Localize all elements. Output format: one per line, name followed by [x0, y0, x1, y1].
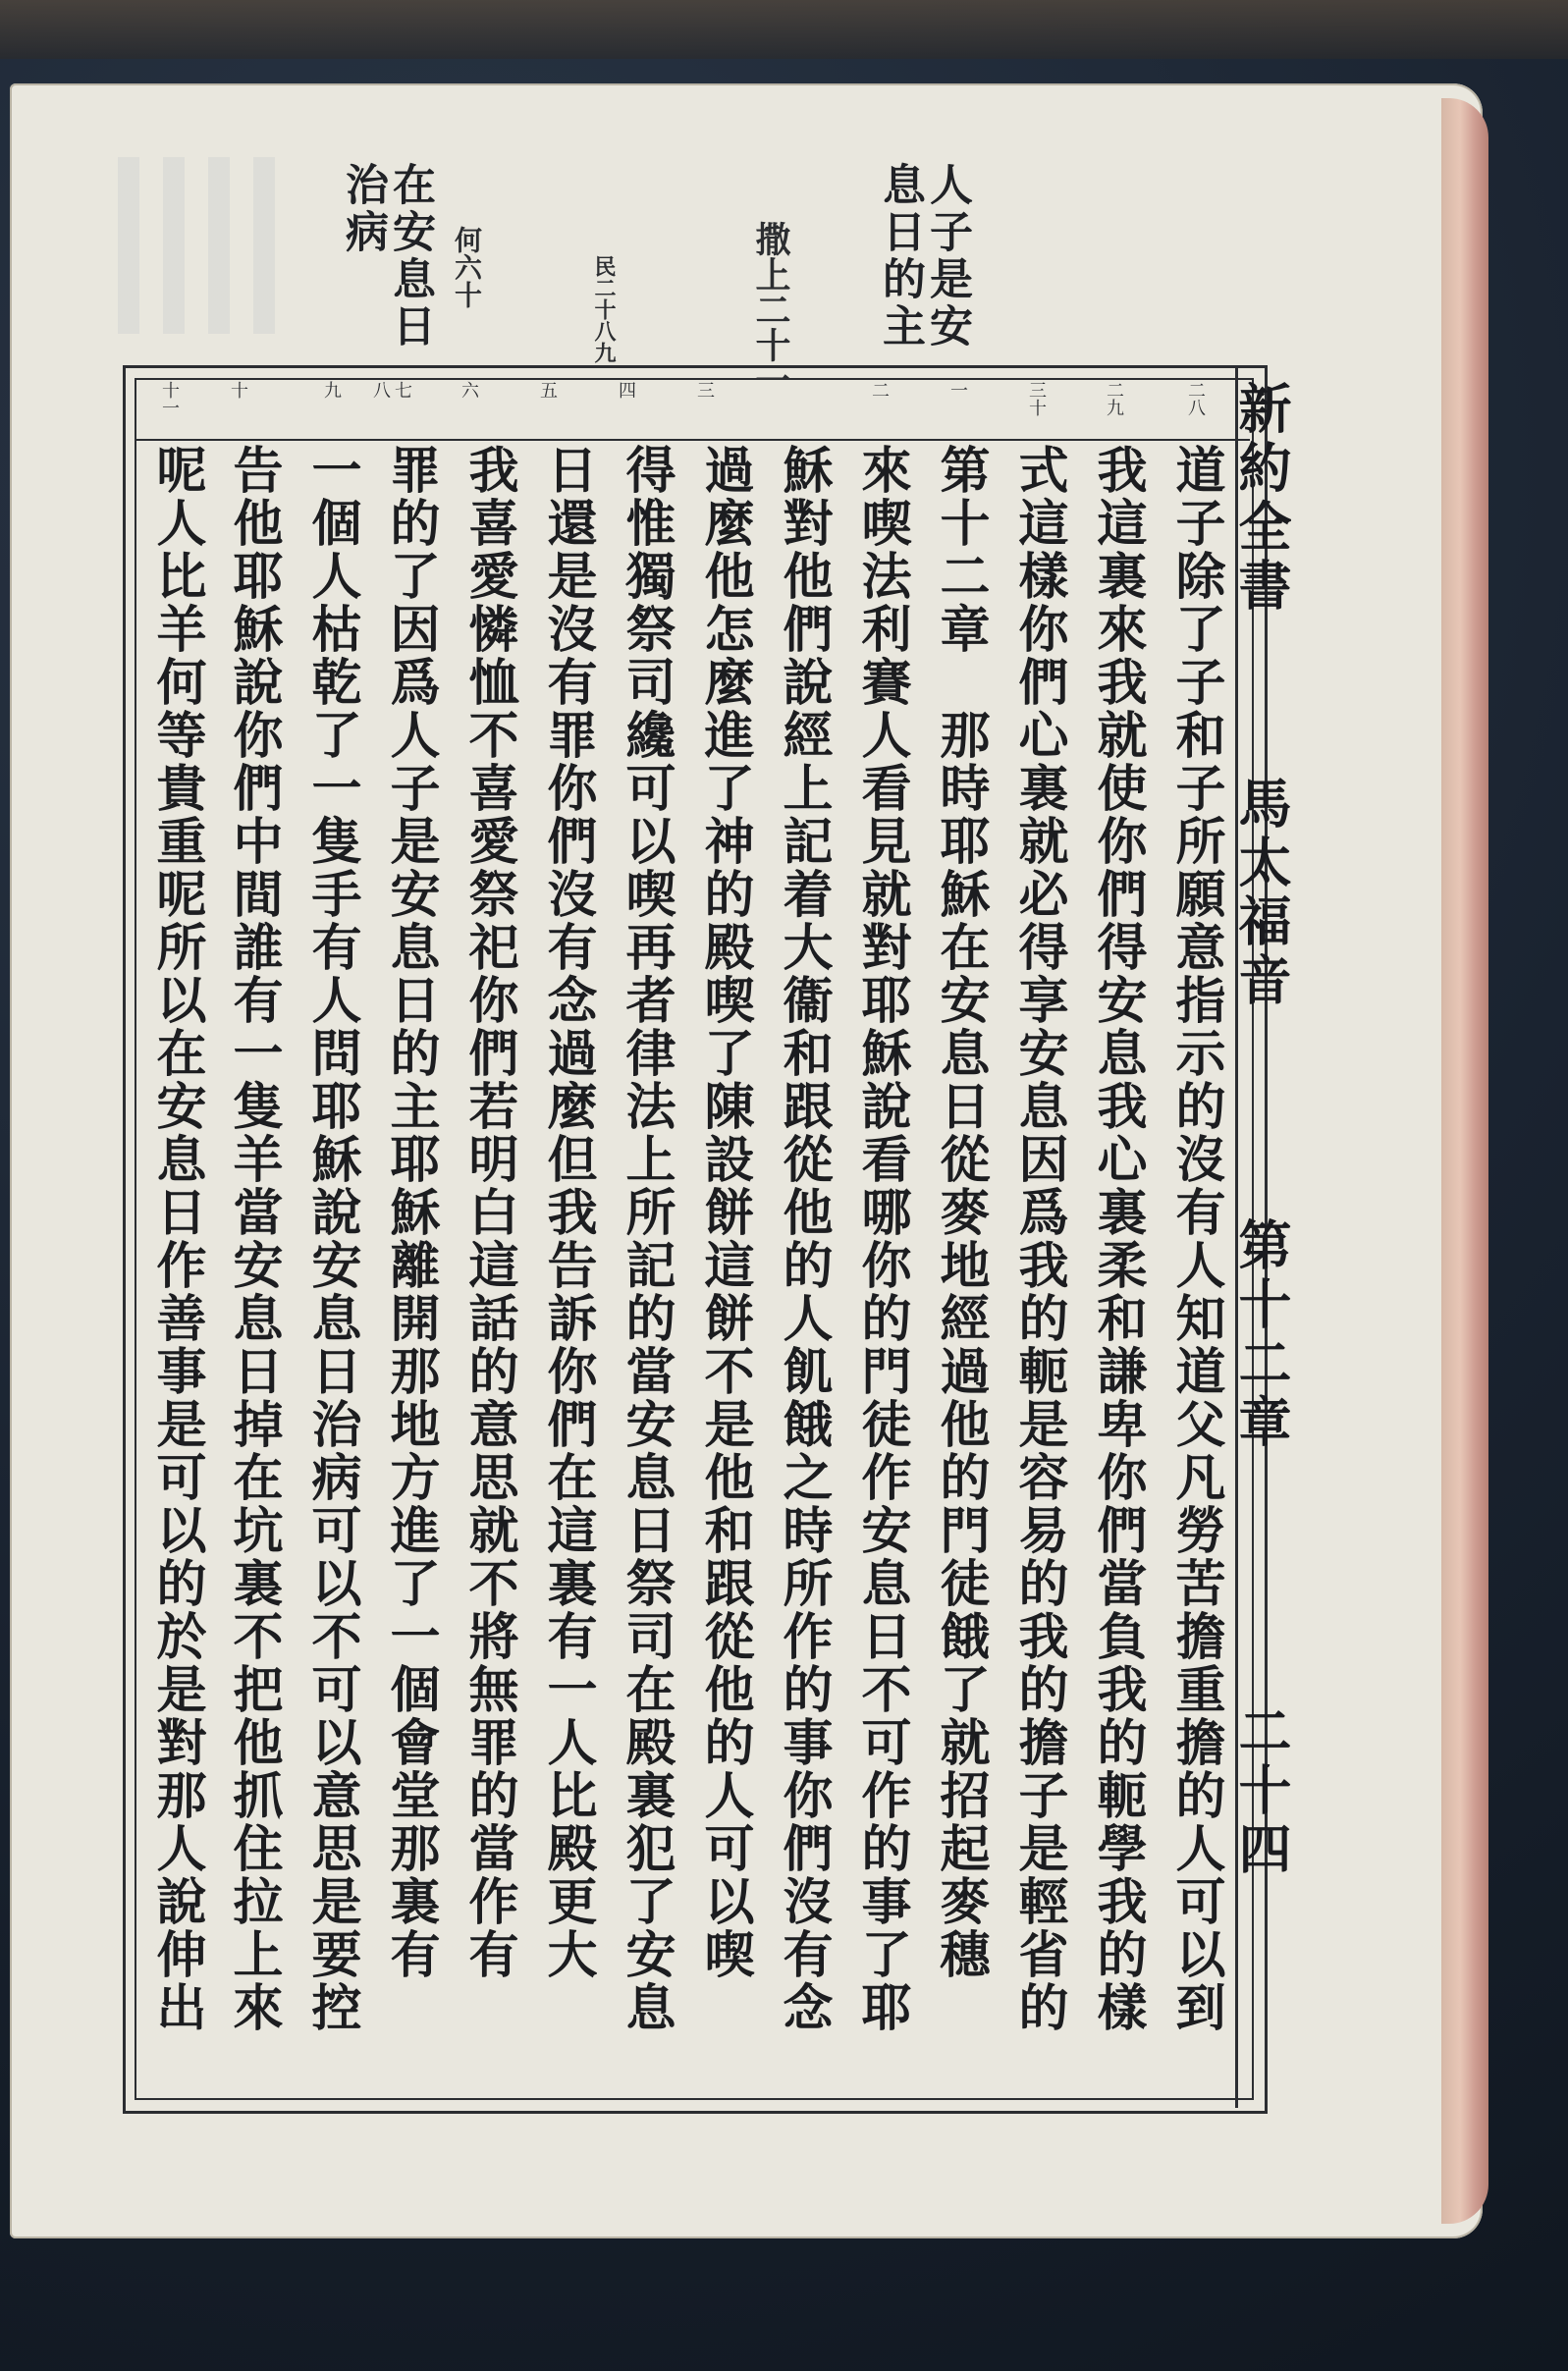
- verse-number: 八: [370, 381, 391, 399]
- verse-number: 二九: [1104, 381, 1124, 416]
- page-number: 二十四: [1230, 1703, 1293, 1880]
- verse-number: 六: [459, 381, 479, 399]
- text-column: 罪的了因爲人子是安息日的主耶穌離開那地方進了一個會堂那裏有: [381, 444, 440, 1981]
- text-column: 日還是沒有罪你們沒有念過麼但我告訴你們在這裏有一人比殿更大: [538, 444, 597, 1981]
- text-column: 來喫法利賽人看見就對耶穌說看哪你的門徒作安息日不可作的事了耶: [852, 444, 911, 2034]
- text-column: 道子除了子和子所願意指示的沒有人知道父凡勞苦擔重擔的人可以到: [1166, 444, 1225, 2034]
- verse-number: 三: [694, 381, 715, 399]
- verse-number: 十一: [159, 381, 180, 416]
- text-column: 我喜愛憐恤不喜愛祭祀你們若明白這話的意思就不將無罪的當作有: [460, 444, 518, 1981]
- margin-note-4: 治病: [338, 162, 388, 256]
- text-column: 呢人比羊何等貴重呢所以在安息日作善事是可以的於是對那人說伸出: [147, 444, 206, 2034]
- verse-number: 九: [321, 381, 342, 399]
- text-column: 第十二章 那時耶穌在安息日從麥地經過他的門徒餓了就招起麥穗: [931, 444, 990, 1981]
- running-title: 新約全書: [1230, 381, 1293, 617]
- margin-ref-1: 撒上二十一: [750, 221, 791, 398]
- show-through-ghost: [118, 157, 295, 334]
- margin-note-2: 息日的主: [875, 162, 925, 350]
- text-column: 式這樣你們心裏就必得享安息因爲我的軛是容易的我的擔子是輕省的: [1009, 444, 1068, 2034]
- book-name: 馬太福音: [1230, 776, 1293, 1011]
- verse-number: 七: [392, 381, 412, 399]
- verse-number: 二: [869, 381, 890, 399]
- margin-ref-3: 何六十: [451, 226, 483, 308]
- verse-number: 三十: [1026, 381, 1047, 416]
- text-column: 穌對他們說經上記着大衞和跟從他的人飢餓之時所作的事你們沒有念: [774, 444, 833, 2034]
- margin-note-1: 人子是安: [922, 162, 972, 350]
- chapter-heading: 第十二章: [1230, 1217, 1293, 1453]
- verse-number-rule: [135, 439, 1250, 441]
- verse-number: 一: [947, 381, 968, 399]
- verse-number: 二八: [1185, 381, 1206, 416]
- text-column: 得惟獨祭司纔可以喫再者律法上所記的當安息日祭司在殿裏犯了安息: [617, 444, 676, 2034]
- margin-ref-2: 民二十八九: [591, 255, 617, 363]
- verse-number: 四: [616, 381, 636, 399]
- text-column: 告他耶穌說你們中間誰有一隻羊當安息日掉在坑裏不把他抓住拉上來: [224, 444, 283, 2034]
- text-column: 過麼他怎麼進了神的殿喫了陳設餅這餅不是他和跟從他的人可以喫: [695, 444, 754, 1981]
- margin-note-3: 在安息日: [385, 162, 435, 350]
- verse-number: 十: [228, 381, 248, 399]
- text-column: 我這裏來我就使你們得安息我心裏柔和謙卑你們當負我的軛學我的樣: [1088, 444, 1147, 2034]
- verse-number: 五: [537, 381, 558, 399]
- text-column: 一個人枯乾了一隻手有人問耶穌說安息日治病可以不可以意思是要控: [302, 444, 361, 2034]
- cover-top-edge: [0, 0, 1568, 59]
- page-edge: [1441, 98, 1488, 2224]
